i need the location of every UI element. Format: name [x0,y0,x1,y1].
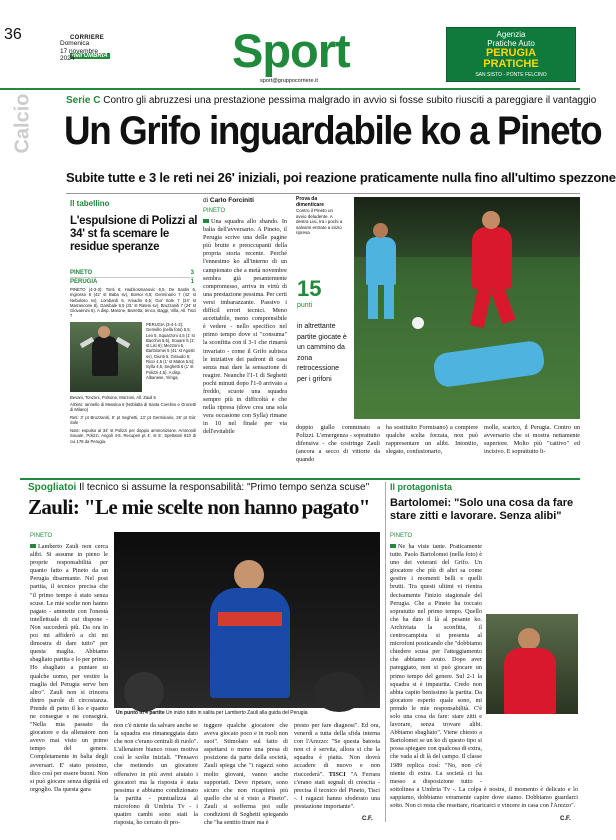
spogliatoi-text4b: "A Ferrara c'erano stati segnali di crescita - precisa il tecnico del Pineto, Tisci -. I ragazzi hanno sfoderato una prestazione importante". [294,770,381,810]
article-marker [390,544,396,548]
match-notes: Note: espulso al 34' st Polizzi per doppio ammonizione. Ammoniti Souare, Polizzi. Angoli 4-5. Recuperi pt 4', st 5'. Spettatori 810 di cui 178 da Perugia. [70,428,196,444]
spogliatoi-col4 [294,722,380,814]
team1-score: 3 [190,270,194,276]
score-box [70,269,194,286]
ad-line4: PRATICHE [483,58,539,70]
ball [412,317,424,329]
spogliatoi-text4: presto per fare diagnosi". Ed ora, venerdì a tutta della sfida interna con l'Arezzo: "Se questa batosta non ci è servita, allora si che la squadra è piatta. Non dovrà accadere di nuovo e non riuccederà". [294,722,380,778]
lineup-perugia-2: Bevani, Tonzoni, Polsone, Morzoni, All. Zauli 5 [70,395,156,400]
goalkeeper-photo [70,322,142,392]
match-photo [354,197,580,419]
bottom-divider [20,478,580,480]
protagonista-text [390,543,578,815]
vertical-section-label: Calcio [11,93,34,154]
tisci-bold: TISCI [328,770,346,778]
team2-name: PERUGIA [70,279,98,285]
stat-unit: punti [297,302,313,309]
player-red [472,227,512,289]
spogliatoi-kicker-text: Il tecnico si assume la responsabilità: "Primo tempo senza scuse" [79,482,370,493]
spogliatoi-signature: C.F. [362,816,373,822]
prova-box [296,197,344,253]
section-title: Sport [232,24,350,77]
main-article-col1 [203,218,287,470]
spogliatoi-headline: Zauli: "Le mie scelte non hanno pagato" [28,495,370,519]
byline-prefix: di [203,197,209,204]
tabellino-label: Il tabellino [70,199,110,208]
main-article-col2: doppio giallo comminato a Polizzi. L'emergenza - soprattutto difensiva - che costringe Zauli (ancora a secco di vittorie da quando [296,424,380,464]
protagonista-label: Il protagonista [390,482,453,492]
caption-bold: Un punto in 4 partite [116,710,165,716]
ad-line5: SAN SISTO - PONTE FELCINO [475,72,547,78]
caption-text: Un inizio tutto in salita per Lamberto Zauli alla guida del Perugia [166,710,308,716]
lead-kicker-text: Contro gli abruzzesi una prestazione pessima malgrado in avvio si fosse subito riusciti a pareggiare il vantaggio [103,95,597,106]
team2-score: 1 [190,279,194,285]
lineup-pineto: PINETO (4-3-3): Tonti 6; Hadziosmanovic 6,5, De Santis 6, Ingrosso 6 (42' st Baba sv), Borsoi 6,5; Germinario 7 (42' st Nebuloso sv), Lombardi 6, Amadio 6,5; Gia' Sole 7 (24' st Marrancone 6), Gambale 6,5 (31' st Rateni sv), Bruzzaniti 7 (24' st Giovannini 6). A disp. Marone, Barretta, Ienco, Baggi, Villa, All. Tisci 7 [70,287,196,319]
issue-day: Domenica [60,40,90,47]
protagonista-headline: Bartolomei: "Solo una cosa da fare stare zitti e lavorare. Senza alibi" [390,497,574,522]
article-marker [203,219,209,223]
stat-number: 15 [297,276,322,301]
coach-photo [114,532,380,708]
main-article-text1: Una squadra allo sbando. In balia dell'avversario. A Pineto, il Perugia scrive una delle pagine più brutte e preoccupanti della propria storia recente. Perché l'ennesimo ko all'interno di un campionato che a metà novembre sembra già pesantemente compromesso, arriva in virtù di una prestazione pessima. Per certi versi imbarazzante. Passivo i difficil errori tecnici. Meno accettabile, meno comprensibile è vedere - nello specifico nel primo tempo dove si "consuma" la sconfitta con il 3-1 che rimarrà invariato - come il Grifo subisca le iniziative dei padroni di casa senza mai dare la sensazione di reagire. Neanche l'1-1 di Seghetti pochi minuti dopo l'1-0 arrivato a freddo, scuote una squadra sempre più in difficoltà e che nella ripresa (dove crea una sola vera occasione con Sylla) rimane in 10 nel finale per via dell'evitabile [203,218,288,436]
referee-info: Arbitro: Iannello di Messina 6 (Noblatta di Santa Corelino e Grunetti di Milano) [70,402,196,413]
logo-line1: CORRIERE [70,35,105,41]
tabellino-title: L'espulsione di Polizzi al 34' st fa scemare le residue speranze [70,215,198,253]
ad-line3: PERUGIA [485,47,537,59]
lineup-perugia: PERUGIA (3-4-1-2): Gemello (nella foto) 5,5; Leo 5, Squarzoni 4,5 (1' st Bacchin 5,5), Souare 6 (1' st Lisi 6); Mezzoni 6, Bartolomei 5 (41' st Agosti sv), Giunti 5, Giraudo 5; Ricci 4,5 (1' st Matos 5,5); Sylla 4,5, Seghetti 6 (1' st Polizzi 4,5). A disp. Albanese, Yimga, [146,322,195,380]
lead-divider [66,193,580,194]
player-blue [366,237,396,285]
spogliatoi-label: Spogliatoi [28,482,77,493]
prova-text: Contro il Pineto un avvio deludente. A destra Lisi, tra i pochi a salvarsi entrato a inizio ripresa [296,208,343,235]
spogliatoi-col1 [30,543,108,813]
lead-kicker-label: Serie C [66,95,101,106]
spogliatoi-kicker [28,482,380,493]
ad-line1: Agenzia [496,30,526,39]
photo-caption [116,710,380,716]
lead-headline: Un Grifo inguardabile ko a Pineto [64,109,602,153]
logo-line2: dell'UMBRIA [72,53,108,59]
issue-year: 2024 [60,55,75,62]
stat-text: in altrettante partite giocate è un cammino da zona retrocessione per i grifoni [297,323,347,383]
advertisement [446,27,576,82]
protagonista-signature: C.F. [560,816,571,822]
issue-date-text: 17 novembre [60,47,98,55]
protagonista-body: Ne ha viste tante. Praticamente tutte. Paolo Bartolomei (nella foto) è uno dei veterani del Grifo. Un giocatore che più di altri sa come gestire i momenti belli e quelli brutti. Tra questi ultimi vi rientra decisamente l'inizio stagionale del Perugia. Che a Pineto ha toccato sopratutto nel primo tempo. Quello che ha dato il là al pesante ko. Archiviata la sconfitta, il centrocampista si presenta al microfoni posticando che "dobbiamo chiedere scusa per l'atteggiamento che abbiamo avuto. Dopo aver pareggiato, non si può giocare un primo tempo del genere. Sul 2-1 la squadra si è impaurita. Credo non abbia capito benissimo la partita. Da giocatore esperto quale sono, mi prendo le mie responsabilità. C'è solo una cosa da fare: stare zitti e lavorare, senza trovare alibi. Abbiamo sbagliato". Viene chiesto a Bartolomei se un ko di questo tipo si possa spiegare con qualcosa di extra, che vada al di là del campo. Il classe 1989 replica così: "No, non c'è niente di extra. La società ci ha messo a disposizione tutto - sottolinea a Umbria Tv -. La colpa è nostra, il momento è delicato e lo sappiamo, dobbiamo veramente capire dove siamo. Dobbiamo guardarci sotto. Non ci resta che resettare, ricaricarci e vincere in casa con l'Arezzo". [390,543,578,809]
section-email: sport@gruppocorriere.it [260,78,318,84]
main-article-col4: molle, scarico, il Perugia. Contro un avversario che si mostra nettamente superiore. Molto più "cattivo" ed incisivo. E soprattutto li- [484,424,580,456]
page-number: 36 [4,26,22,43]
author-name: Carlo Forciniti [209,197,254,204]
issue-date [60,40,98,63]
protagonista-dateline: PINETO [390,533,413,539]
spogliatoi-text1: Lamberto Zauli non cerca alibi. Si assume in pieno le proprie responsabilità per quanto fatto a Pineto da un Perugia disarmante. Nel post partita, il tecnico precisa che "il primo tempo è stato senza scuse. Le mie scelte non hanno pagato - ammette con l'onestà intellettuale di cui dispone - Non succederà più. Da ora in poi mi affiderò a chi mi dimostra di dare tutto" per questa maglia. Abbiamo sbagliato partita e lo per primo. Ho sbagliato a puntare su qualche uomo, per vestire la maglia del Perugia serve ben altro". Zauli non si trincera dietro parole di circostanza. Prende di petto il ko e quanto ne consegue e ne consegirà. "Nella mia passato da giocatore e da allenatore non avevo mai visto un primo tempo del genere. Completamente in balia degli avversari. E' stato pessimo, dico così per essere buoni. Non si può giocare senza dignità ed orgoglio. Da questa gara [30,543,108,793]
protagonista-vdivider [385,482,386,822]
lead-subheadline: Subite tutte e 3 le reti nei 26' iniziali, poi reazione praticamente nulla fino all'ultimo spezzone [66,170,616,185]
goals-info: Reti: 3' pt Bruzzaniti, 6' pt Seghetti, 13' pt Germinario, 26' pt Gia' Sole [70,415,196,426]
prova-title: Prova da dimenticare [296,196,325,208]
article-marker [30,544,36,548]
dateline: PINETO [203,208,226,214]
byline [203,197,254,204]
ad-line2: Pratiche Auto [487,39,535,48]
lead-kicker [66,95,597,106]
spogliatoi-col2: non c'è niente da salvare anche se la squadra era rimaneggiata dato che non c'erano centrali di ruolo". L'allenatore bianco rosso motiva così le scelte iniziali. "Pensavo che mettendo un giocatore offensivo in più avrei aiutato i giocatori ma la risposta è stata pessima e abbiamo condizionato la partita - puntualizza al microfono di Umbria Tv - i quattro cambi sono stati la risposta, ho cercato di pro- [114,722,198,827]
main-article-col3: ha sostituito Formisano) a compiere qualche scelta forzata, non può rappresentare un alibi. Intontito, slegato, confusionario, [386,424,478,456]
player-blue-fallen [432,340,546,389]
spogliatoi-dateline: PINETO [30,533,53,539]
team1-name: PINETO [70,270,93,276]
spogliatoi-col3: teggere qualche giocatore che aveva giocato poco e in ruoli non suoi". Stimolato sul fatto di aspettarsi o meno una presa di posizione da parte della società, Zauli spiega che "i ragazzi sono molto giovani, vanno anche supportati. Devo ripetare, sono sicuro che non ricapiterà più quello che si è visto a Pineto". Zauli si sofferma poi sulle condizioni di Seghetti spiegando che "ha sentito tirare ma è [204,722,288,827]
header-divider [0,88,580,90]
